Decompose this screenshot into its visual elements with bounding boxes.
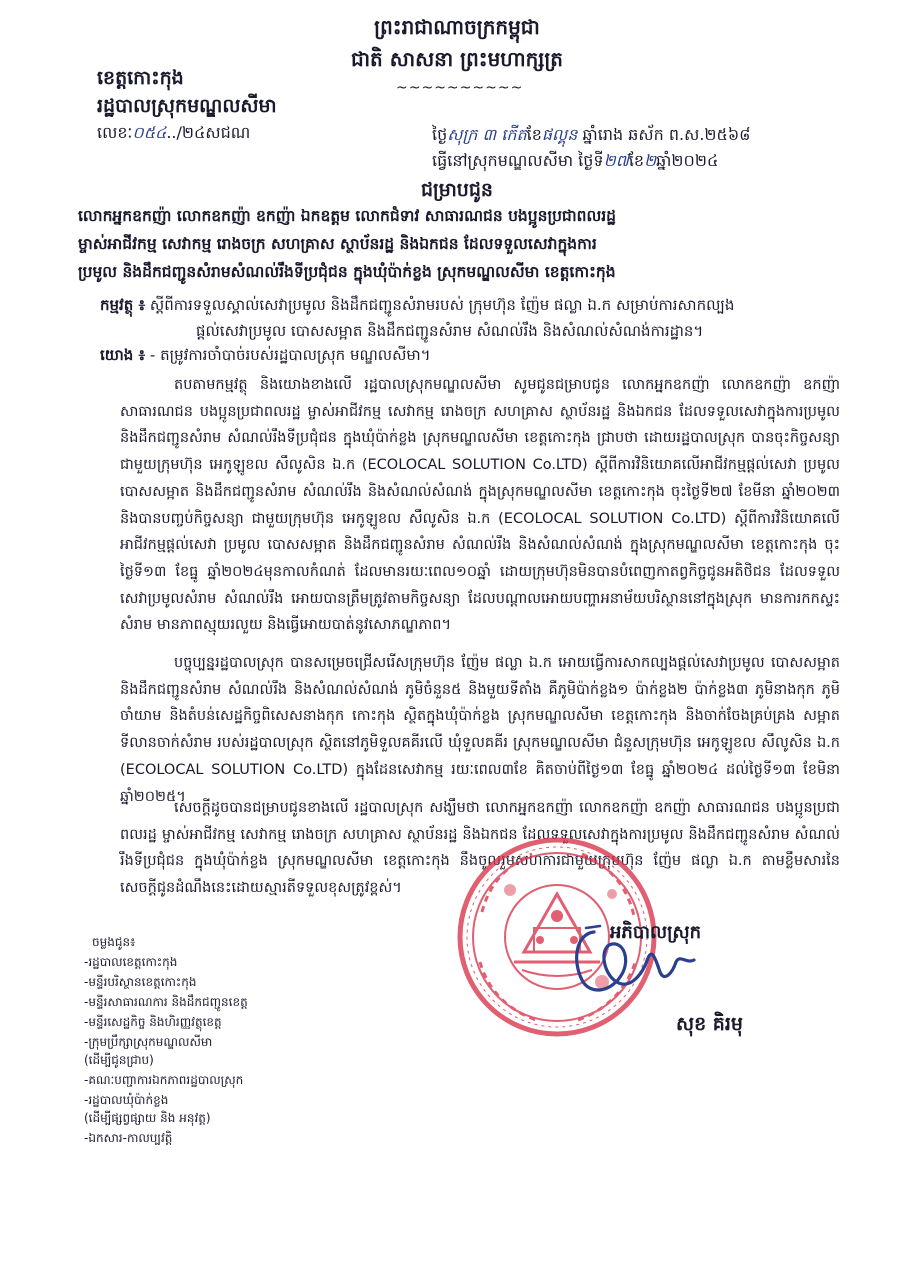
reference-line [100, 346, 431, 368]
subject-continuation: ផ្តល់សេវាប្រមូល បោសសម្អាត និងដឹកជញ្ជូនសំរាម សំណល់រឹង និងសំណល់សំណង់ការដ្ឋាន។ [196, 322, 704, 340]
lunar-month: ផល្គុន [541, 125, 578, 144]
subject-line [100, 296, 734, 318]
notice-title: ជម្រាបជូន [421, 179, 493, 201]
ref-number: ០៥៤ [132, 123, 167, 142]
lunar-date [432, 124, 751, 148]
cc-item: -មន្ទីរសេដ្ឋកិច្ច និងហិរញ្ញវត្ថុខេត្ត [84, 1015, 222, 1029]
solar-mid: ខែ [628, 151, 645, 170]
handwritten-signature-icon [556, 920, 706, 1010]
national-motto: ជាតិ សាសនា ព្រះមហាក្សត្រ [351, 47, 563, 71]
cc-item: -ឯកសារ-កាលប្បវត្តិ [84, 1131, 173, 1145]
addressee-line: លោកអ្នកឧកញ៉ា លោកឧកញ៉ា ឧកញ៉ា ឯកឧត្តម លោកជំទាវ សាធារណជន បងប្អូនប្រជាពលរដ្ឋ [78, 207, 617, 225]
lunar-day: សុក្រ ៣ កើត [447, 125, 527, 144]
reference-text: - តម្រូវការចាំបាច់របស់រដ្ឋបាលស្រុក មណ្ឌលសីមា។ [149, 346, 431, 364]
ref-prefix: លេខៈ [97, 123, 133, 142]
cc-item: -រដ្ឋបាលឃុំប៉ាក់ខ្លង [84, 1093, 169, 1107]
solar-day: ២៧ [603, 151, 629, 170]
cc-item: -រដ្ឋបាលខេត្តកោះកុង [84, 955, 178, 969]
cc-item: -ក្រុមប្រឹក្សាស្រុកមណ្ឌលសីមា [84, 1035, 213, 1049]
solar-suffix: ឆ្នាំ២០២៤ [656, 151, 719, 170]
subject-text: ស្តីពីការទទួលស្គាល់សេវាប្រមូល និងដឹកជញ្ជូនសំរាមរបស់ ក្រុមហ៊ុន ញ៉ែម ផល្លា ឯ.ក សម្រាប់ការសាកល្បង [149, 296, 735, 314]
cc-title: ចម្លងជូន៖ [92, 935, 136, 949]
ornament-divider: ~~~~~~~~~~ [396, 80, 524, 96]
cc-item: (ដើម្បីផ្សព្វផ្សាយ និង អនុវត្ត) [84, 1111, 211, 1125]
solar-month: ២ [644, 151, 657, 170]
cc-item: -គណៈបញ្ជាការឯកភាពរដ្ឋបាលស្រុក [84, 1073, 244, 1087]
reference-label: យោង ៖ [100, 346, 146, 364]
solar-date [432, 150, 718, 174]
cc-item: -មន្ទីរសាធារណការ និងដឹកជញ្ជូនខេត្ត [84, 995, 248, 1009]
ref-suffix: ../២៤សជណ [166, 123, 251, 142]
subject-label: កម្មវត្ថុ ៖ [100, 296, 146, 314]
body-paragraph: បច្ចុប្បន្នរដ្ឋបាលស្រុក បានសម្រេចជ្រើសរើសក្រុមហ៊ុន ញ៉ែម ផល្លា ឯ.ក អោយធ្វើការសាកល្បងផ្តល់សេវាប្រមូល បោសសម្អាត និងដឹកជញ្ជូនសំរាម សំណល់រឹង និងសំណល់សំណង់ ភូមិចំនួន៥ និងមួយទីតាំង គឺភូមិប៉ាក់ខ្លង១ ប៉ាក់ខ្លង២ ប៉ាក់ខ្លង៣ ភូមិនាងកុក ភូមិចាំយាម និងតំបន់សេដ្ឋកិច្ចពិសេសនាងកុក កោះកុង ស្ថិតក្នុងឃុំប៉ាក់ខ្លង ស្រុកមណ្ឌលសីមា ខេត្តកោះកុង និងចាក់ចែងគ្រប់គ្រង សម្អាតទីលានចាក់សំរាម របស់រដ្ឋបាលស្រុក ស្ថិតនៅភូមិទួលគគីរលើ ឃុំទួលគគីរ ស្រុកមណ្ឌលសីមា ជំនួសក្រុមហ៊ុន អេកូឡូខល សឹលូសិន ឯ.ក (ECOLOCAL SOLUTION Co.LTD) ក្នុងដែនសេវាកម្ម រយៈពេល៣ខែ គិតចាប់ពីថ្ងៃ១៣ ខែធ្នូ ឆ្នាំ២០២៤ ដល់ថ្ងៃទី១៣ ខែមិនា ឆ្នាំ២០២៥។ [120, 655, 840, 805]
reference-number [97, 122, 250, 146]
signatory-title: អភិបាលស្រុក [610, 922, 702, 943]
issuer-administration: រដ្ឋបាលស្រុកមណ្ឌលសីមា [97, 95, 277, 117]
addressee-line: ម្ចាស់អាជីវកម្ម សេវាកម្ម រោងចក្រ សហគ្រាស ស្ថាប័នរដ្ឋ និងឯកជន ដែលទទួលសេវាក្នុងការ [78, 235, 597, 253]
issuer-province: ខេត្តកោះកុង [97, 67, 184, 89]
body-paragraph: តបតាមកម្មវត្ថុ និងយោងខាងលើ រដ្ឋបាលស្រុកមណ្ឌលសីមា សូមជូនជម្រាបជូន លោកអ្នកឧកញ៉ា លោកឧកញ៉ា ឧកញ៉ា សាធារណជន បងប្អូនប្រជាពលរដ្ឋ ម្ចាស់អាជីវកម្ម សេវាកម្ម រោងចក្រ សហគ្រាស ស្ថាប័នរដ្ឋ និងឯកជន ដែលទទួលសេវាក្នុងការប្រមូល និងដឹកជញ្ជូនសំរាម សំណល់រឹងទីប្រជុំជន ក្នុងឃុំប៉ាក់ខ្លង ស្រុកមណ្ឌលសីមា ខេត្តកោះកុង ជ្រាបថា ដោយរដ្ឋបាលស្រុក បានចុះកិច្ចសន្យា ជាមួយក្រុមហ៊ុន អេកូឡូខល សឹលូសិន ឯ.ក (ECOLOCAL SOLUTION Co.LTD) ស្តីពីការវិនិយោគលើអាជីវកម្មផ្តល់សេវា ប្រមូល បោសសម្អាត និងដឹកជញ្ជូនសំរាម សំណល់រឹង និងសំណល់សំណង់ ក្នុងស្រុកមណ្ឌលសីមា ខេត្តកោះកុង ចុះថ្ងៃទី២៧ ខែមីនា ឆ្នាំ២០២៣ និងបានបញ្ចប់កិច្ចសន្យា ជាមួយក្រុមហ៊ុន អេកូឡូខល សឹលូសិន ឯ.ក (ECOLOCAL SOLUTION Co.LTD) ស្តីពីការវិនិយោគលើអាជីវកម្មផ្តល់សេវា ប្រមូល បោសសម្អាត និងដឹកជញ្ជូនសំរាម សំណល់រឹង និងសំណល់សំណង់ ក្នុងស្រុកមណ្ឌលសីមា ខេត្តកោះកុង ចុះថ្ងៃទី១៣ ខែធ្នូ ឆ្នាំ២០២៤មុនកាលកំណត់ ដែលមានរយៈពេល១០ឆ្នាំ ដោយក្រុមហ៊ុនមិនបានបំពេញកាតព្វកិច្ចជូនអតិថិជន ដែលទទួលសេវាប្រមូលសំរាម សំណល់រឹង អោយបានត្រឹមត្រូវតាមកិច្ចសន្យា ដែលបណ្តាលអោយបញ្ហាអនាម័យបរិស្ថាននៅក្នុងស្រុក មានការកកស្ទះសំរាម មានភាពស្មុយរលួយ និងធ្វើអោយបាត់នូវសោភណ្ឌភាព។ [120, 377, 840, 634]
cc-item: -មន្ទីរបរិស្ថានខេត្តកោះកុង [84, 975, 197, 989]
addressee-line: ប្រមូល និងដឹកជញ្ជូនសំរាមសំណល់រឹងទីប្រជុំជន ក្នុងឃុំប៉ាក់ខ្លង ស្រុកមណ្ឌលសីមា ខេត្តកោះកុង [78, 263, 616, 281]
solar-prefix: ធ្វើនៅស្រុកមណ្ឌលសីមា ថ្ងៃទី [432, 151, 604, 170]
lunar-prefix: ថ្ងៃ [432, 125, 448, 144]
body-paragraph: សេចក្តីដូចបានជម្រាបជូនខាងលើ រដ្ឋបាលស្រុក សង្ឃឹមថា លោកអ្នកឧកញ៉ា លោកឧកញ៉ា ឧកញ៉ា សាធារណជន បងប្អូនប្រជាពលរដ្ឋ ម្ចាស់អាជីវកម្ម សេវាកម្ម រោងចក្រ សហគ្រាស ស្ថាប័នរដ្ឋ និងឯកជន ដែលទទួលសេវាក្នុងការប្រមូល និងដឹកជញ្ជូនសំរាម សំណល់រឹងទីប្រជុំជន ក្នុងឃុំប៉ាក់ខ្លង ស្រុកមណ្ឌលសីមា ខេត្តកោះកុង នឹងចូលរួមសហការជាមួយក្រុមហ៊ុន ញ៉ែម ផល្លា ឯ.ក តាមខ្លឹមសារនៃសេចក្តីជូនដំណឹងនេះដោយស្មារតីទទួលខុសត្រូវខ្ពស់។ [120, 800, 840, 897]
signatory-name: សុខ គិរមុ [676, 1013, 743, 1035]
cc-item: (ដើម្បីជូនជ្រាប) [84, 1053, 154, 1067]
lunar-mid: ខែ [526, 125, 542, 144]
lunar-suffix: ឆ្នាំរោង ឆស័ក ព.ស.២៥៦៨ [582, 125, 751, 144]
kingdom-heading: ព្រះរាជាណាចក្រកម្ពុជា [374, 15, 540, 39]
